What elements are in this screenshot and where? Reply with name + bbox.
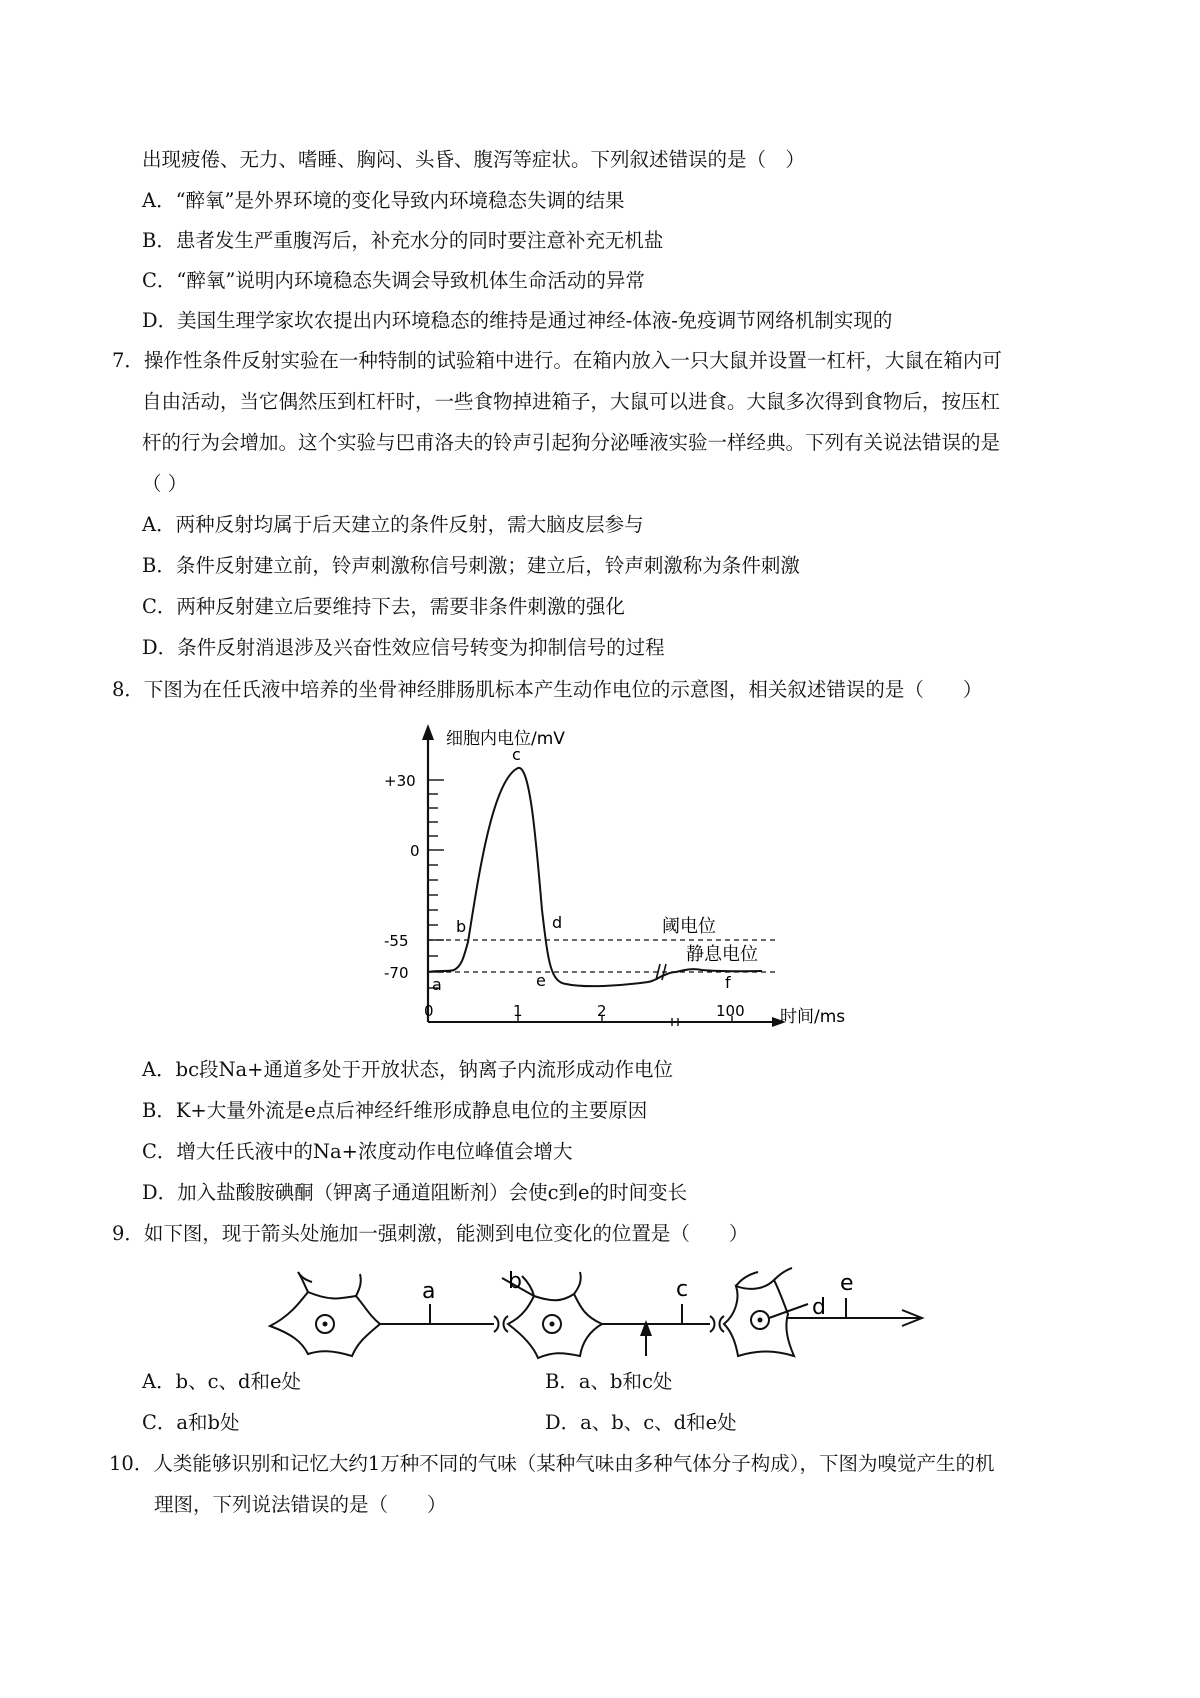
q6-option-a: A．“醉氧”是外界环境的变化导致内环境稳态失调的结果 [142, 189, 625, 212]
q6-stem-continuation: 出现疲倦、无力、嗜睡、胸闷、头昏、腹泻等症状。下列叙述错误的是（ ） [142, 148, 806, 171]
q7-stem-line-3: 杆的行为会增加。这个实验与巴甫洛夫的铃声引起狗分泌唾液实验一样经典。下列有关说法错误的是 [142, 431, 1001, 454]
label-c: c [676, 1277, 689, 1302]
q9-stem: 9．如下图，现于箭头处施加一强刺激，能测到电位变化的位置是（ ） [112, 1222, 749, 1245]
q7-stem-line-4: （ ） [142, 472, 188, 495]
ytick-minus70: -70 [384, 964, 409, 982]
point-b: b [456, 917, 467, 936]
ytick-minus55: -55 [384, 932, 409, 950]
point-f: f [725, 973, 731, 992]
q6-option-b: B．患者发生严重腹泻后，补充水分的同时要注意补充无机盐 [142, 229, 664, 252]
q8-option-a: A．bc段Na+通道多处于开放状态，钠离子内流形成动作电位 [142, 1058, 674, 1081]
label-a: a [422, 1279, 436, 1304]
point-a: a [432, 975, 442, 994]
point-c: c [512, 745, 521, 764]
q7-stem-line-2: 自由活动，当它偶然压到杠杆时，一些食物掉进箱子，大鼠可以进食。大鼠多次得到食物后，按压杠 [142, 390, 1001, 413]
xtick-2: 2 [597, 1002, 607, 1020]
point-d: d [552, 913, 563, 932]
q7-option-d: D．条件反射消退涉及兴奋性效应信号转变为抑制信号的过程 [142, 636, 665, 659]
q8-option-c: C．增大任氏液中的Na+浓度动作电位峰值会增大 [142, 1140, 573, 1163]
q10-stem-line-2: 理图，下列说法错误的是（ ） [154, 1493, 447, 1516]
q8-stem: 8．下图为在任氏液中培养的坐骨神经腓肠肌标本产生动作电位的示意图，相关叙述错误的是（ ） [112, 678, 983, 701]
q6-option-c: C．“醉氧”说明内环境稳态失调会导致机体生命活动的异常 [142, 269, 645, 292]
q9-option-c: C．a和b处 [142, 1411, 240, 1434]
ytick-plus30: +30 [384, 772, 416, 790]
q8-option-b: B．K+大量外流是e点后神经纤维形成静息电位的主要原因 [142, 1099, 648, 1122]
ytick-0: 0 [410, 842, 420, 860]
q7-option-b: B．条件反射建立前，铃声刺激称信号刺激；建立后，铃声刺激称为条件刺激 [142, 554, 800, 577]
neuron-chain-figure [262, 1258, 982, 1368]
q9-option-d: D．a、b、c、d和e处 [545, 1411, 737, 1434]
threshold-label: 阈电位 [662, 916, 716, 937]
q7-option-a: A．两种反射均属于后天建立的条件反射，需大脑皮层参与 [142, 513, 644, 536]
q7-stem-line-1: 7．操作性条件反射实验在一种特制的试验箱中进行。在箱内放入一只大鼠并设置一杠杆，大鼠在箱内可 [112, 349, 1002, 372]
action-potential-figure [380, 720, 860, 1030]
q7-option-c: C．两种反射建立后要维持下去，需要非条件刺激的强化 [142, 595, 625, 618]
y-axis-label: 细胞内电位/mV [446, 729, 565, 749]
point-e: e [536, 971, 546, 990]
q8-option-d: D．加入盐酸胺碘酮（钾离子通道阻断剂）会使c到e的时间变长 [142, 1181, 688, 1204]
xtick-0: 0 [424, 1002, 434, 1020]
xtick-100: 100 [716, 1002, 745, 1020]
q10-stem-line-1: 10．人类能够识别和记忆大约1万种不同的气味（某种气味由多种气体分子构成），下图为嗅觉产生的机 [109, 1452, 995, 1475]
xtick-1: 1 [513, 1002, 523, 1020]
label-e: e [840, 1271, 854, 1296]
x-axis-label: 时间/ms [780, 1007, 846, 1027]
label-d: d [812, 1295, 826, 1320]
label-b: b [508, 1269, 522, 1294]
q9-option-b: B．a、b和c处 [545, 1370, 673, 1393]
resting-label: 静息电位 [686, 944, 758, 965]
q9-option-a: A．b、c、d和e处 [142, 1370, 302, 1393]
q6-option-d: D．美国生理学家坎农提出内环境稳态的维持是通过神经-体液-免疫调节网络机制实现的 [142, 309, 893, 332]
